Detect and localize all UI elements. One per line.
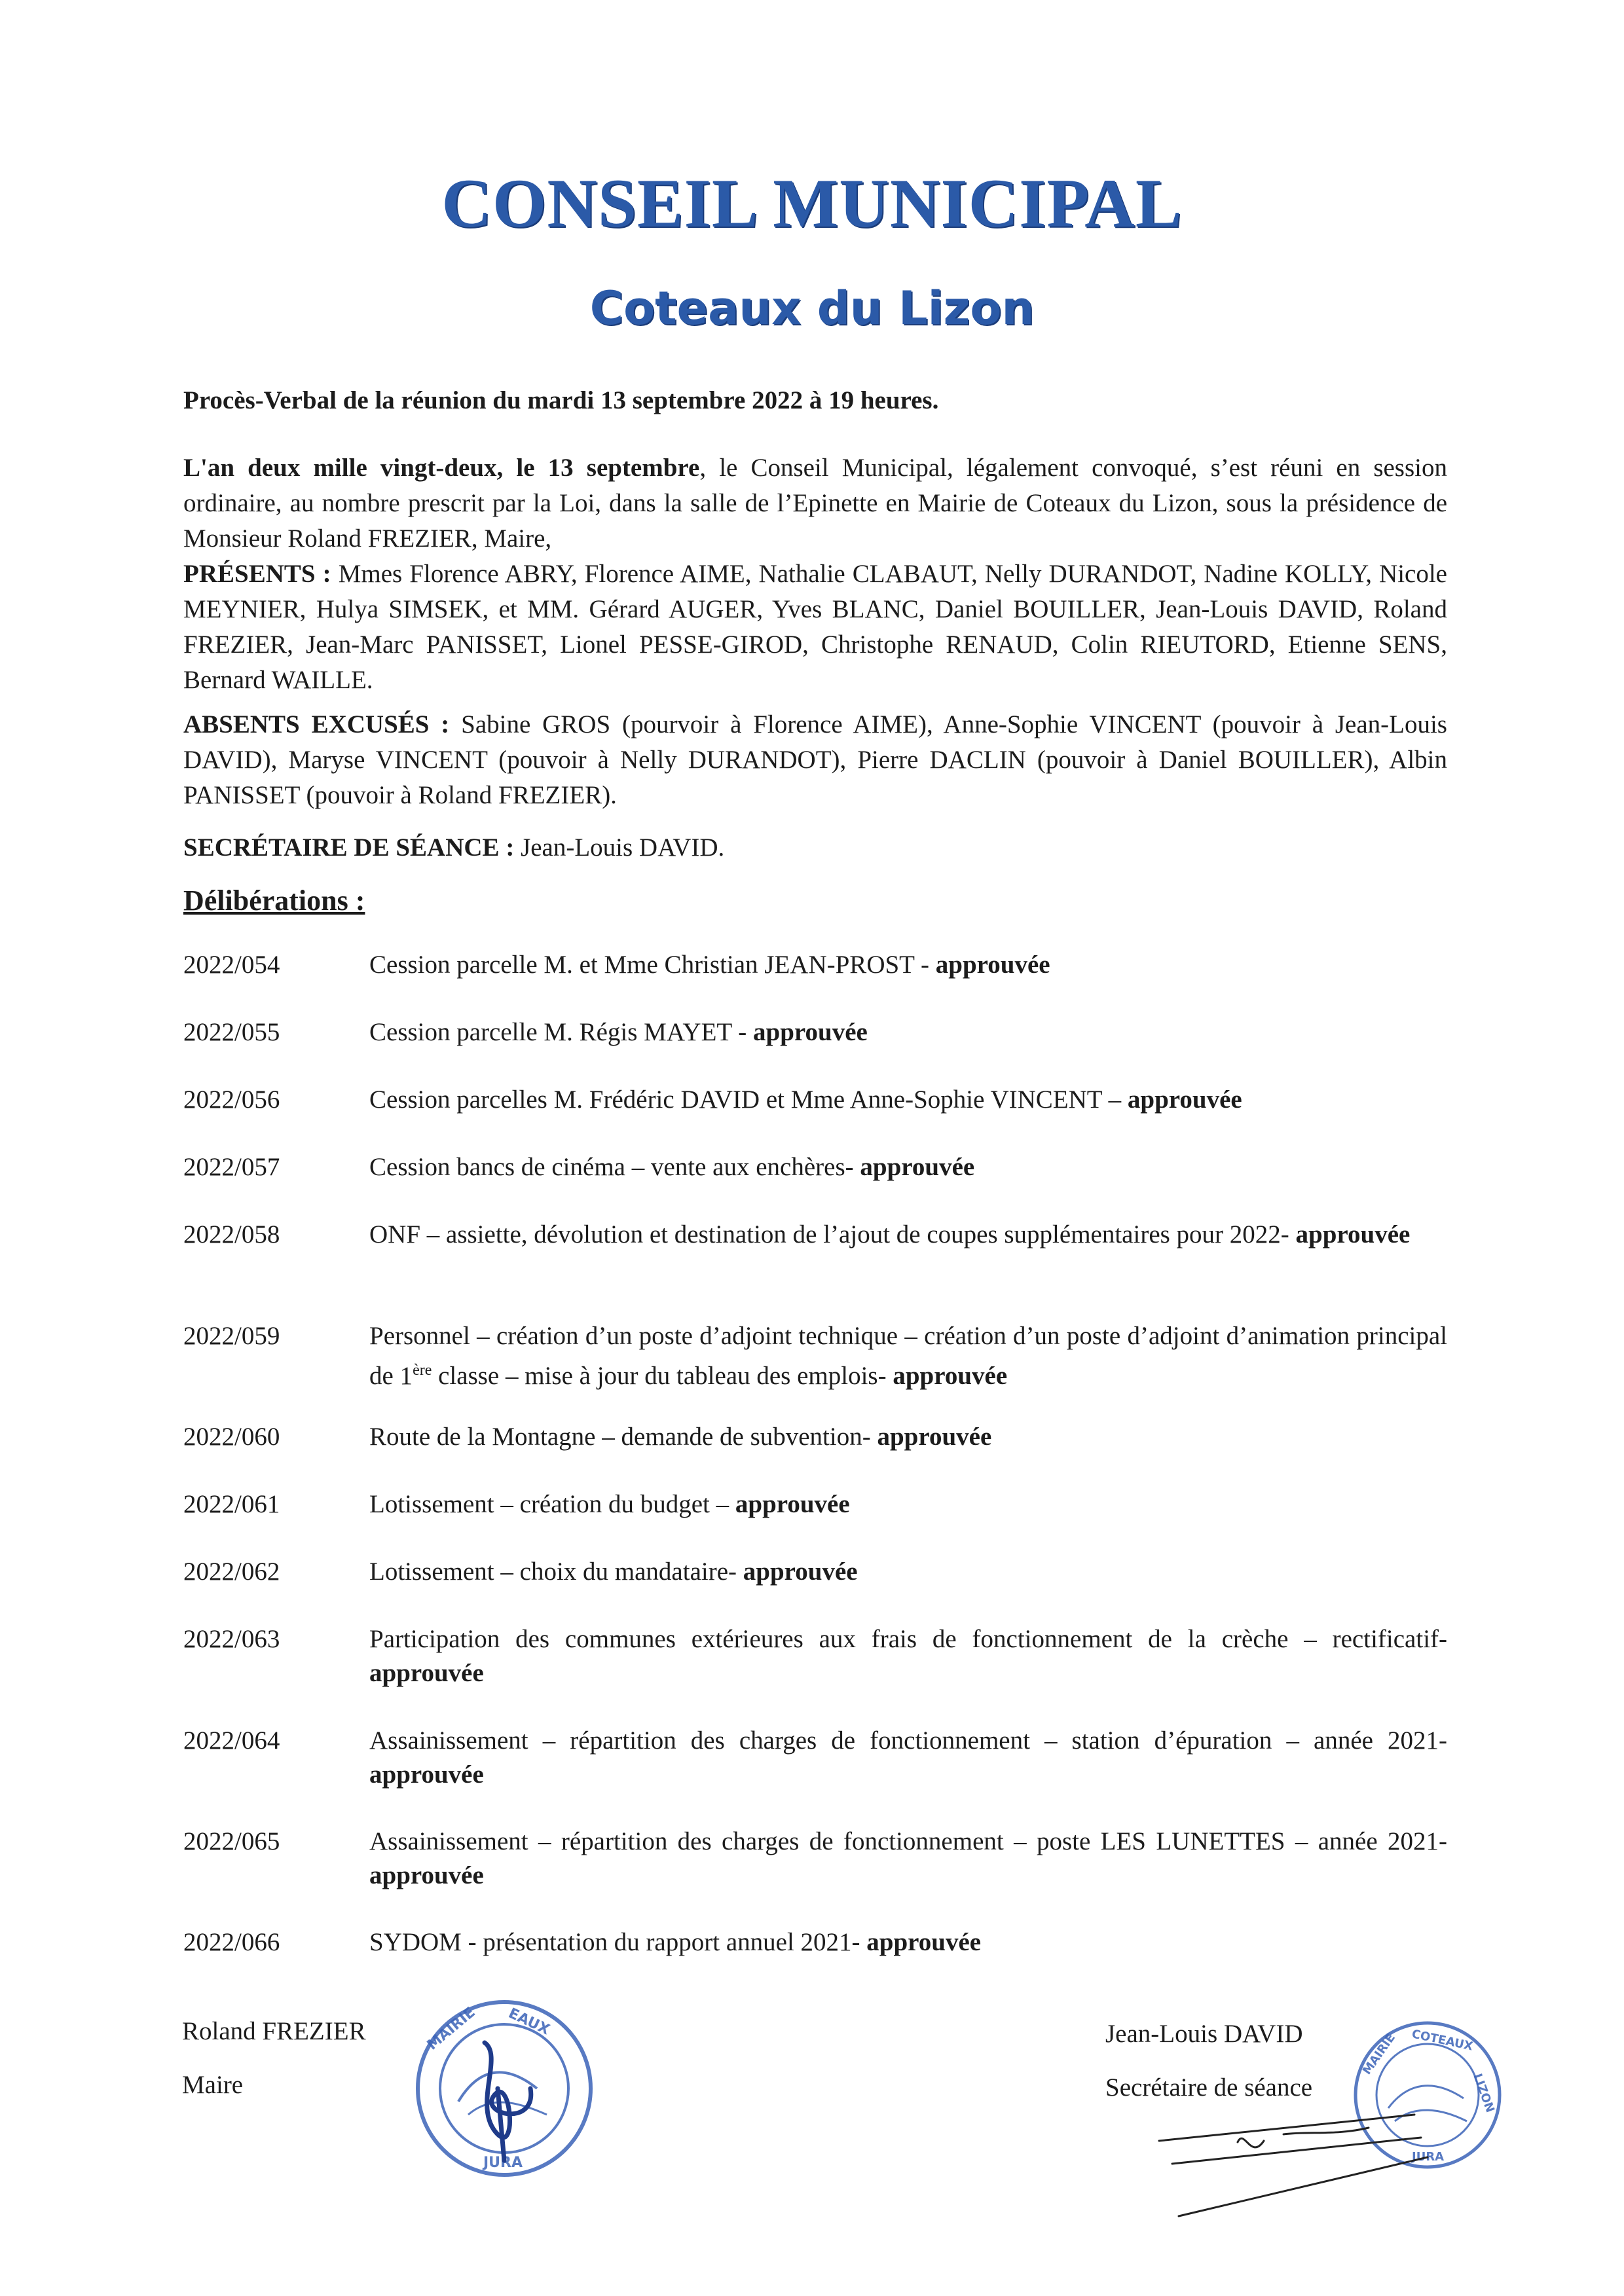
svg-text:COTEAUX: COTEAUX (1410, 2027, 1475, 2054)
deliberation-text: Route de la Montagne – demande de subvention- approuvée (369, 1423, 992, 1451)
page-title: CONSEIL MUNICIPAL (441, 165, 1183, 242)
svg-text:MAIRIE: MAIRIE (1359, 2031, 1399, 2077)
status-approved: approuvée (893, 1362, 1008, 1390)
deliberation-number: 2022/054 (183, 951, 280, 979)
deliberation-text: Cession parcelle M. Régis MAYET - approuvée (369, 1018, 868, 1046)
absents-text: Sabine GROS (pourvoir à Florence AIME), Anne-Sophie VINCENT (pouvoir à Jean-Louis DAVID), Maryse VINCENT (pouvoir à Nelly DURANDOT), Pierre DACLIN (pouvoir à Daniel BOUILLER), Albin PANISSET (pouvoir à Roland FREZIER). (183, 710, 1447, 809)
deliberation-number: 2022/061 (183, 1490, 280, 1518)
opening-date: L'an deux mille vingt-deux, le 13 septembre (183, 454, 700, 482)
deliberation-text: Assainissement – répartition des charges de fonctionnement – poste LES LUNETTES – année 2021- approuvée (369, 1827, 1447, 1889)
deliberation-text: Lotissement – création du budget – approuvée (369, 1490, 850, 1518)
absents-label: ABSENTS EXCUSÉS : (183, 710, 450, 738)
deliberations-heading: Délibérations : (183, 884, 365, 917)
deliberation-number: 2022/063 (183, 1625, 280, 1653)
status-approved: approuvée (753, 1018, 868, 1046)
secretary-label: SECRÉTAIRE DE SÉANCE : (183, 833, 515, 862)
deliberation-text: Cession parcelle M. et Mme Christian JEAN-PROST - approuvée (369, 951, 1050, 979)
status-approved: approuvée (1127, 1085, 1242, 1114)
status-approved: approuvée (743, 1558, 858, 1586)
secretary-line (183, 830, 1447, 866)
opening-text: , le Conseil Municipal, légalement convoqué, s’est réuni en session ordinaire, au nombre prescrit par la Loi, dans la salle de l’Epinette en Mairie de Coteaux du Lizon, sous la présidence de Monsieur Roland FREZIER, Maire, (183, 454, 1447, 553)
mayor-name: Roland FREZIER (182, 2017, 366, 2045)
deliberation-number: 2022/062 (183, 1558, 280, 1586)
deliberation-text: Personnel – création d’un poste d’adjoint technique – création d’un poste d’adjoint d’animation principal de 1ère classe – mise à jour du tableau des emplois- approuvée (369, 1322, 1447, 1390)
svg-text:JURA: JURA (483, 2155, 523, 2171)
status-approved: approuvée (369, 1659, 484, 1687)
deliberation-number: 2022/060 (183, 1423, 280, 1451)
secretary-text: Jean-Louis DAVID. (514, 833, 725, 862)
svg-text:LIZON: LIZON (1470, 2071, 1498, 2115)
svg-text:JURA: JURA (1412, 2150, 1445, 2164)
deliberation-number: 2022/064 (183, 1726, 280, 1755)
status-approved: approuvée (935, 951, 1050, 979)
status-approved: approuvée (369, 1861, 484, 1889)
deliberation-text: Cession parcelles M. Frédéric DAVID et Mme Anne-Sophie VINCENT – approuvée (369, 1085, 1242, 1114)
deliberation-text: Cession bancs de cinéma – vente aux enchères- approuvée (369, 1153, 975, 1181)
svg-text:MAIRIE: MAIRIE (424, 2004, 479, 2054)
deliberation-number: 2022/058 (183, 1220, 280, 1248)
deliberation-number: 2022/055 (183, 1018, 280, 1046)
deliberation-number: 2022/059 (183, 1322, 280, 1350)
secretary-signature (1153, 2102, 1441, 2232)
deliberation-number: 2022/065 (183, 1827, 280, 1855)
pv-line: Procès-Verbal de la réunion du mardi 13 septembre 2022 à 19 heures. (183, 386, 939, 414)
status-approved: approuvée (877, 1423, 992, 1451)
deliberation-text: Assainissement – répartition des charges de fonctionnement – station d’épuration – année 2021- approuvée (369, 1726, 1447, 1789)
mayor-role: Maire (182, 2071, 244, 2099)
status-approved: approuvée (735, 1490, 850, 1518)
deliberation-text: SYDOM - présentation du rapport annuel 2021- approuvée (369, 1928, 982, 1956)
svg-text:EAUX: EAUX (506, 2005, 553, 2039)
deliberation-number: 2022/057 (183, 1153, 280, 1181)
presents-text: Mmes Florence ABRY, Florence AIME, Nathalie CLABAUT, Nelly DURANDOT, Nadine KOLLY, Nicole MEYNIER, Hulya SIMSEK, et MM. Gérard AUGER, Yves BLANC, Daniel BOUILLER, Jean-Louis DAVID, Roland FREZIER, Jean-Marc PANISSET, Lionel PESSE-GIROD, Christophe RENAUD, Colin RIEUTORD, Etienne SENS, Bernard WAILLE. (183, 560, 1447, 694)
page-subtitle: Coteaux du Lizon (589, 282, 1035, 335)
mairie-seal-left (406, 1990, 602, 2187)
presents-label: PRÉSENTS : (183, 560, 331, 588)
status-approved: approuvée (1295, 1220, 1411, 1248)
deliberation-number: 2022/066 (183, 1928, 280, 1956)
secretary-role: Secrétaire de séance (1105, 2073, 1313, 2102)
deliberation-number: 2022/056 (183, 1085, 280, 1114)
secretary-name: Jean-Louis DAVID (1105, 2020, 1303, 2048)
deliberation-text: Lotissement – choix du mandataire- approuvée (369, 1558, 858, 1586)
deliberation-text: Participation des communes extérieures aux frais de fonctionnement de la crèche – rectificatif- approuvée (369, 1625, 1447, 1687)
status-approved: approuvée (369, 1760, 484, 1789)
opening-paragraph (183, 450, 1447, 698)
absents-paragraph (183, 707, 1447, 813)
status-approved: approuvée (860, 1153, 975, 1181)
status-approved: approuvée (866, 1928, 982, 1956)
deliberation-text: ONF – assiette, dévolution et destination de l’ajout de coupes supplémentaires pour 2022- approuvée (369, 1220, 1411, 1248)
